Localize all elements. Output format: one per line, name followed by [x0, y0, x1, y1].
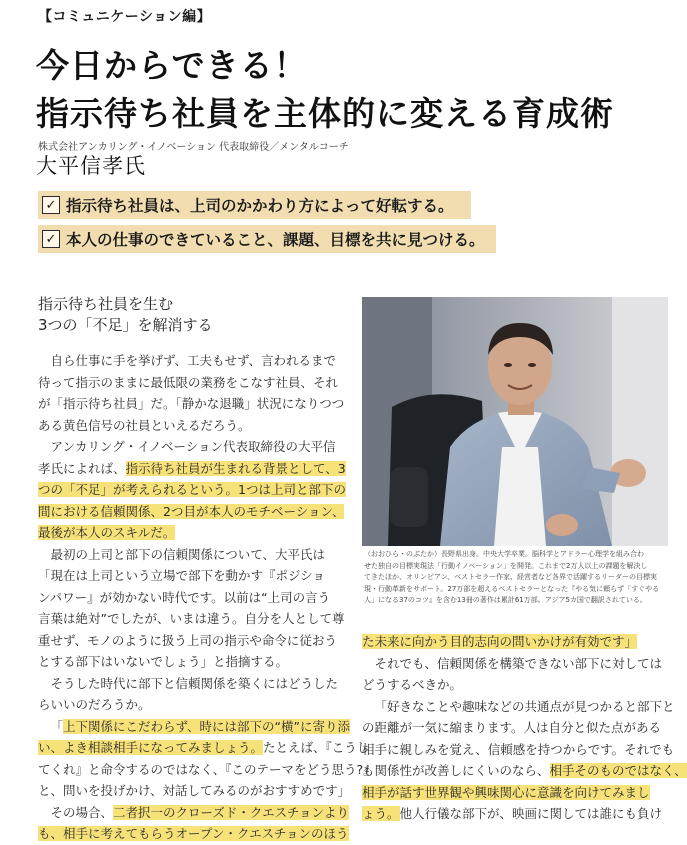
text-line [38, 372, 339, 394]
highlighted-text: も、相手に考えてもらうオープン・クエスチョンのほう [38, 826, 349, 841]
key-point-1 [38, 191, 471, 219]
text-line [38, 694, 334, 716]
text-line [362, 739, 675, 761]
body-text: ある黄色信号の社員といえるだろう。 [38, 417, 251, 433]
body-text: たとえば、『こうし [263, 740, 370, 755]
text-line [38, 565, 334, 587]
text-line [362, 674, 668, 696]
text-line [38, 716, 350, 738]
highlighted-text: い、よき相談相手になってみましょう。 [38, 740, 264, 755]
body-text: それでも、信頼関係を構築できない部下に対しては [374, 655, 663, 671]
highlighted-text: 指示待ち社員が生まれる背景として、3 [125, 460, 346, 476]
text-line [38, 737, 370, 759]
highlighted-text: ょう。 [362, 806, 400, 821]
section-heading-line: 3つの「不足」を解消する [38, 316, 213, 334]
text-line [38, 436, 334, 458]
body-text: らいいのだろうか。 [38, 697, 151, 712]
text-line [38, 544, 334, 566]
body-text: 「 [50, 718, 64, 734]
text-line [38, 479, 346, 501]
highlighted-text: た未来に向かう目的志向の問いかけが有効です」 [362, 634, 638, 649]
text-line [362, 803, 668, 825]
body-text: 相手に親しみを覚え、信頼感を持つからです。それでも [362, 741, 675, 757]
caption-line: 人」になる37のコツ』を含む13冊の著作は累計61万部。アジア5カ国で翻訳されている。 [364, 596, 647, 604]
text-line [362, 782, 668, 804]
text-line [38, 608, 345, 630]
text-line [38, 802, 350, 824]
category-label: 【コミュニケーション編】 [38, 9, 212, 25]
text-line [38, 415, 334, 437]
text-line [38, 759, 376, 781]
text-line [362, 717, 668, 739]
checkbox-icon: ✓ [42, 230, 60, 248]
article-left-column [38, 350, 376, 845]
author-name: 大平信孝氏 [36, 154, 146, 178]
text-line [362, 760, 687, 782]
body-text: の距離が一気に縮まります。人は自分と似た点がある [362, 720, 662, 735]
body-text: そうした時代に部下と信頼関係を築くにはどうした [50, 675, 339, 691]
caption-line: てきたほか、オリンピアン、ベストセラー作家、経営者など各界で活躍するリーダーの目標実 [364, 573, 657, 581]
highlighted-text: 二者択一のクローズド・クエスチョンより [113, 804, 350, 820]
caption-line: せた独自の目標実現法「行動イノベーション」を開発。これまで2万人以上の課題を解決し [364, 561, 648, 570]
text-line [38, 630, 337, 652]
body-text: とする部下はいないでしょう」と指摘する。 [38, 654, 289, 669]
key-point-text: 本人の仕事のできていること、課題、目標を共に見つける。 [66, 231, 485, 249]
text-line [38, 587, 334, 609]
title-line-1: 今日からできる！ [36, 46, 308, 85]
text-line [362, 653, 668, 675]
body-text: 待って指示のままに最低限の業務をこなす社員、それ [38, 374, 339, 390]
text-line [38, 780, 351, 802]
body-text: と、問いを投げかけ、対話してみるのがおすすめです」 [38, 783, 351, 798]
highlighted-text: 最後が本人のスキルだ。 [38, 525, 176, 540]
body-text: 「好きなことや趣味などの共通点が見つかると部下と [374, 698, 675, 714]
body-text: てくれ』と命令するのではなく、『このテーマをどう思う?』 [38, 761, 376, 777]
body-text: 孝氏によれば、 [38, 460, 126, 476]
text-line [38, 522, 334, 544]
key-point-2 [38, 225, 496, 253]
checkbox-icon: ✓ [42, 196, 60, 214]
author-affiliation: 株式会社アンカリング・イノベーション 代表取締役／メンタルコーチ [38, 142, 349, 153]
body-text: アンカリング・イノベーション代表取締役の大平信 [50, 439, 336, 454]
body-text: ンパワー』が効かない時代です。以前は“上司の言う [38, 589, 331, 605]
body-text: 最初の上司と部下の信頼関係について、大平氏は [50, 546, 326, 562]
text-line [362, 631, 668, 653]
portrait-illustration [362, 297, 668, 546]
highlighted-text: 間における信頼関係、2つ目が本人のモチベーション、 [38, 503, 345, 519]
caption-line: 現・行動革新をサポート。27万部を超えるベストセラーとなった『やる気に頼らず「すぐやる [364, 584, 660, 593]
caption-line: （おおひら・のぶたか）長野県出身。中央大学卒業。脳科学とアドラー心理学を組み合わ [364, 550, 644, 558]
text-line [38, 673, 339, 695]
author-photo [362, 297, 668, 546]
highlighted-text: 上下関係にこだわらず、時には部下の“横”に寄り添 [63, 718, 350, 734]
highlighted-text: 相手そのものではなく、 [549, 763, 687, 778]
body-text: その場合、 [50, 804, 114, 820]
text-line [38, 393, 345, 415]
key-point-text: 指示待ち社員は、上司のかかわり方によって好転する。 [66, 197, 454, 215]
text-line [38, 501, 345, 523]
body-text: が「指示待ち社員」だ。「静かな退職」状況になりつつ [38, 396, 345, 411]
photo-caption [364, 549, 664, 607]
title-line-2: 指示待ち社員を主体的に変える育成術 [36, 94, 614, 133]
body-text: どうするべきか。 [362, 677, 463, 692]
body-text: も関係性が改善しにくいのなら、 [362, 763, 550, 778]
body-text: 重せず、モノのように扱う上司の指示や命令に従おう [38, 632, 337, 648]
highlighted-text: つの「不足」が考えられるという。1つは上司と部下の [38, 482, 346, 497]
text-line [38, 458, 346, 480]
body-text: 他人行儀な部下が、映画に関しては誰にも負け [399, 806, 663, 821]
text-line [38, 350, 337, 372]
body-text: 言葉は絶対”でしたが、いまは違う。自分を人として尊 [38, 611, 345, 626]
text-line [38, 823, 349, 845]
body-text: 「現在は上司という立場で部下を動かす『ポジショ [38, 568, 325, 583]
highlighted-text: 相手が話す世界観や興味関心に意識を向けてみまし [362, 784, 650, 800]
article-right-column [362, 631, 687, 825]
section-heading [38, 294, 213, 336]
body-text: 自ら仕事に手を挙げず、工夫もせず、言われるまで [50, 353, 337, 368]
text-line [362, 696, 675, 718]
section-heading-line: 指示待ち社員を生む [38, 295, 174, 313]
text-line [38, 651, 334, 673]
